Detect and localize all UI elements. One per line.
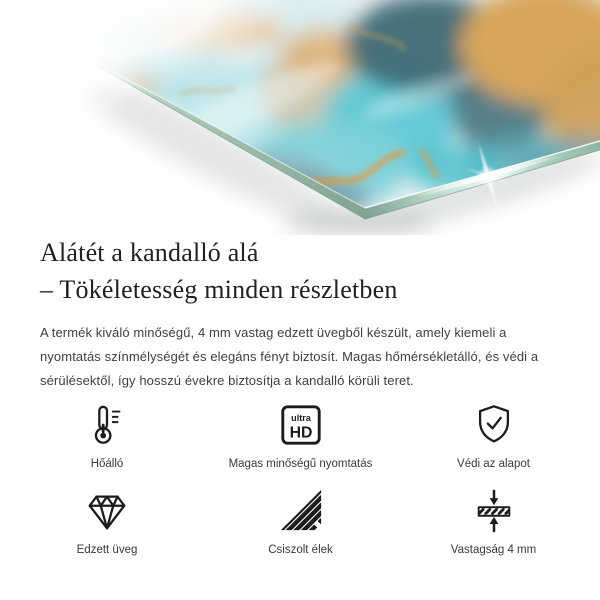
page-title [40, 234, 570, 308]
feature-ultra-hd-print [174, 398, 427, 471]
page-title-line-2: – Tökéletesség minden részletben [40, 275, 398, 304]
text-block [40, 234, 570, 406]
feature-protects-base [427, 398, 560, 471]
feature-label: Vastagság 4 mm [450, 544, 537, 556]
feature-label: Magas minőségű nyomtatás [228, 458, 373, 470]
feature-heat-resistant [40, 398, 174, 471]
thermometer-icon [84, 398, 130, 448]
polished-edge-icon [278, 484, 324, 534]
svg-text:ultra: ultra [290, 413, 311, 424]
product-description: A termék kiváló minőségű, 4 mm vastag edzett üvegből készült, amely kiemeli a nyomtatás színmélységét és elegáns fényt biztosít. Magas hőmérsékletálló, és védi a sérülésektől, így hosszú évekre biztosítja a kandalló körüli teret. [40, 325, 539, 388]
glass-panel-illustration [0, 0, 600, 235]
features-grid [40, 398, 560, 557]
feature-label: Edzett üveg [76, 544, 138, 556]
ultra-hd-icon [278, 398, 324, 448]
diamond-icon [84, 484, 130, 534]
product-photo [0, 0, 600, 235]
feature-label: Csiszolt élek [268, 544, 333, 556]
feature-label: Védi az alapot [457, 458, 530, 470]
shield-check-icon [471, 398, 517, 448]
feature-label: Hőálló [90, 458, 124, 470]
feature-polished-edges [174, 484, 427, 557]
svg-text:HD: HD [289, 424, 312, 442]
page-title-line-1: Alátét a kandalló alá [40, 238, 259, 267]
feature-tempered-glass [40, 484, 174, 557]
thickness-icon [471, 484, 517, 534]
feature-thickness [427, 484, 560, 557]
